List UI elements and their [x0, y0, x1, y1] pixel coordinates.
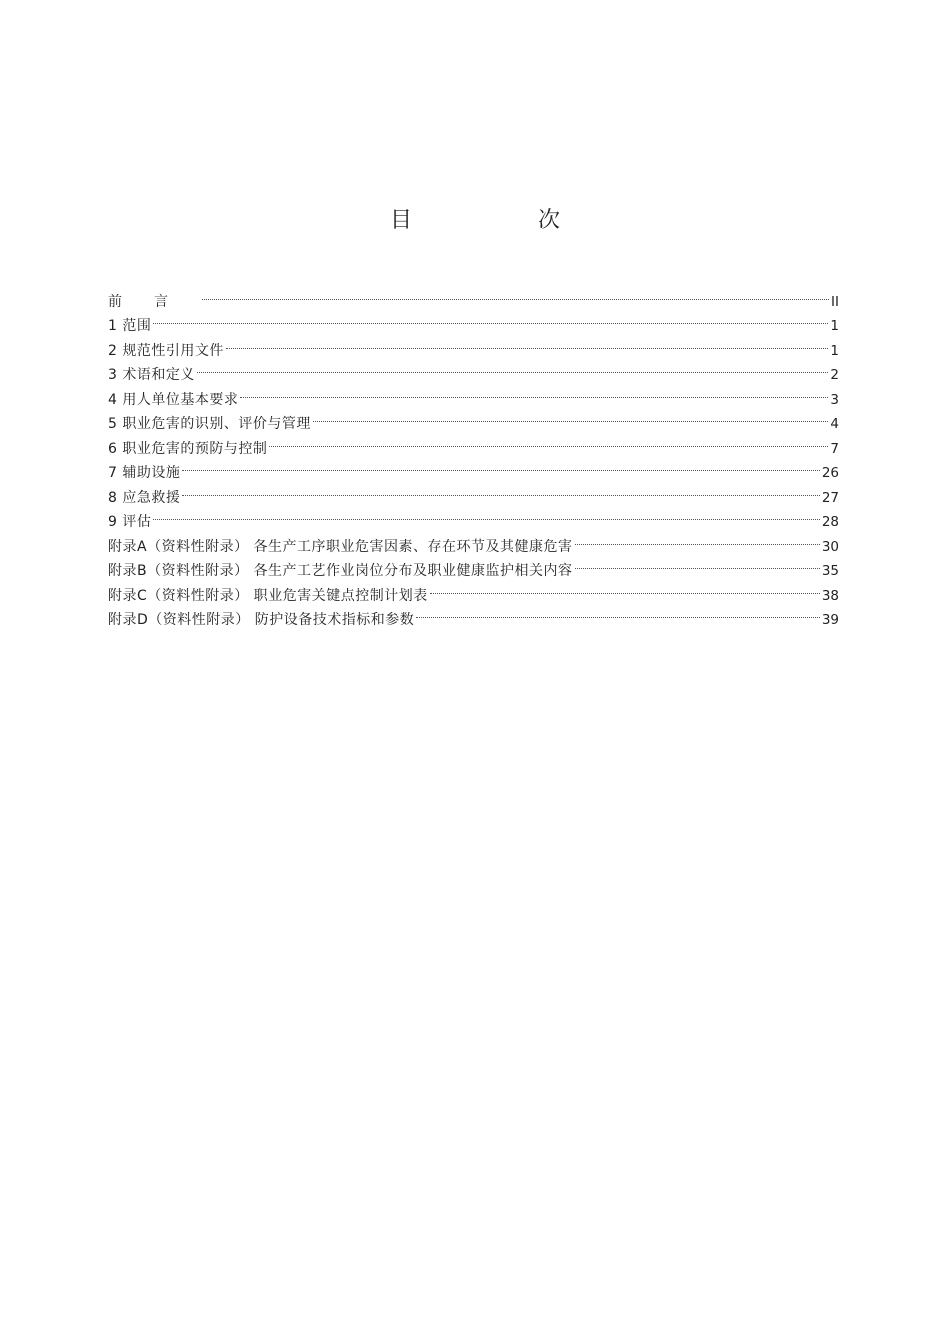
toc-entry-9[interactable]: [108, 502, 839, 530]
toc-entry-label: 5 职业危害的识别、评价与管理: [108, 416, 311, 432]
toc-entry-label: 前言: [108, 293, 200, 310]
toc-dot-leader: [313, 404, 829, 429]
toc-entry-3[interactable]: [108, 355, 839, 383]
toc-entry-label: 附录C（资料性附录） 职业危害关键点控制计划表: [108, 587, 428, 604]
toc-entry-1[interactable]: [108, 306, 839, 334]
toc-entry-8[interactable]: [108, 477, 839, 506]
toc-dot-leader: [153, 306, 828, 331]
toc-entry-page: 38: [821, 587, 839, 604]
toc-entry-label: 附录B（资料性附录） 各生产工艺作业岗位分布及职业健康监护相关内容: [108, 563, 573, 579]
toc-entry-page: 35: [821, 563, 839, 579]
toc-dot-leader: [269, 428, 828, 453]
toc-dot-leader: [202, 281, 829, 306]
toc-entry-page: 3: [830, 391, 839, 408]
toc-entry-page: 1: [830, 318, 839, 334]
toc-entry-label: 附录D（资料性附录） 防护设备技术指标和参数: [108, 612, 415, 628]
toc-entry-page: 2: [830, 367, 839, 383]
toc-dot-leader: [182, 477, 819, 502]
toc-entry-label: 4 用人单位基本要求: [108, 391, 239, 408]
toc-dot-leader: [153, 502, 819, 527]
toc-entry-page: II: [831, 293, 839, 310]
toc-entry-label: 附录A（资料性附录） 各生产工序职业危害因素、存在环节及其健康危害: [108, 538, 573, 555]
toc-entry-page: 28: [821, 514, 839, 530]
toc-entry-2[interactable]: [108, 330, 839, 359]
toc-entry-page: 30: [821, 538, 839, 555]
toc-entry-page: 27: [821, 489, 839, 506]
toc-dot-leader: [575, 526, 820, 551]
toc-dot-leader: [416, 600, 820, 625]
toc-entry-foreword[interactable]: [108, 281, 839, 310]
toc-entry-appendix-a[interactable]: [108, 526, 839, 555]
toc-dot-leader: [430, 575, 820, 600]
toc-entry-label: 9 评估: [108, 514, 152, 530]
toc-entry-4[interactable]: [108, 379, 839, 408]
toc-dot-leader: [197, 355, 829, 380]
toc-entry-label: 3 术语和定义: [108, 367, 195, 383]
toc-entry-page: 4: [830, 416, 839, 432]
toc-entry-label: 1 范围: [108, 318, 152, 334]
toc-dot-leader: [240, 379, 828, 404]
toc-entry-page: 1: [830, 342, 839, 359]
toc-entry-label: 8 应急救援: [108, 489, 181, 506]
toc-entry-page: 7: [830, 440, 839, 457]
toc-dot-leader: [575, 551, 820, 576]
toc-entry-7[interactable]: [108, 453, 839, 481]
toc-entry-page: 26: [821, 465, 839, 481]
toc-dot-leader: [226, 330, 829, 355]
toc-entry-label: 2 规范性引用文件: [108, 342, 224, 359]
table-of-contents: [108, 281, 839, 628]
toc-entry-label: 7 辅助设施: [108, 465, 181, 481]
toc-dot-leader: [182, 453, 819, 478]
toc-entry-page: 39: [821, 612, 839, 628]
toc-title: 目 次: [389, 208, 612, 233]
toc-entry-label: 6 职业危害的预防与控制: [108, 440, 268, 457]
